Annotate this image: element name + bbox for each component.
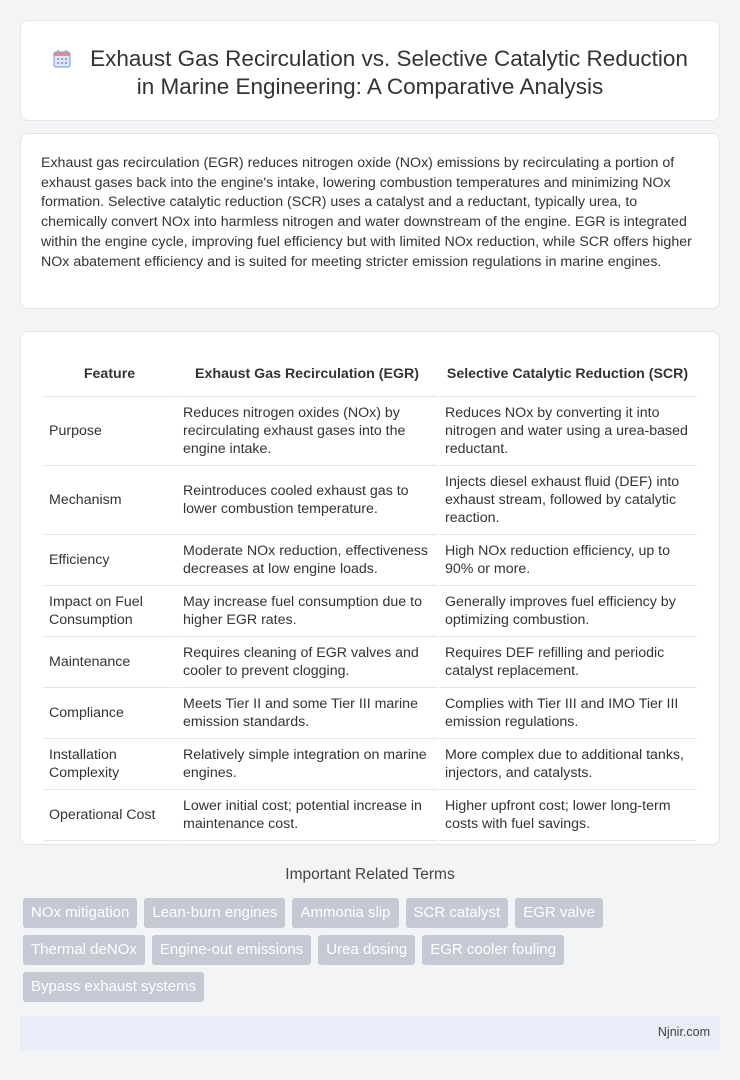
term-tag[interactable]: Engine-out emissions — [152, 935, 311, 965]
term-tag[interactable]: Lean-burn engines — [144, 898, 285, 928]
scr-cell: More complex due to additional tanks, injectors, and catalysts. — [438, 738, 697, 789]
comparison-table — [43, 352, 697, 841]
egr-cell: May increase fuel consumption due to higher EGR rates. — [176, 585, 438, 636]
table-row — [43, 789, 697, 840]
egr-cell: Reduces nitrogen oxides (NOx) by recirculating exhaust gases into the engine intake. — [176, 396, 438, 465]
feature-cell: Purpose — [43, 396, 176, 465]
table-header-row — [43, 352, 697, 396]
feature-cell: Mechanism — [43, 465, 176, 534]
term-tag[interactable]: Urea dosing — [318, 935, 415, 965]
table-row — [43, 687, 697, 738]
term-tag[interactable]: Ammonia slip — [292, 898, 398, 928]
feature-cell: Impact on Fuel Consumption — [43, 585, 176, 636]
page-title — [41, 45, 699, 101]
related-terms-list — [23, 898, 723, 1009]
header-egr: Exhaust Gas Recirculation (EGR) — [176, 352, 438, 396]
egr-cell: Requires cleaning of EGR valves and cooler to prevent clogging. — [176, 636, 438, 687]
intro-card — [20, 133, 720, 309]
related-terms-heading: Important Related Terms — [285, 866, 455, 883]
comparison-card — [20, 331, 720, 845]
term-tag[interactable]: Bypass exhaust systems — [23, 972, 204, 1002]
egr-cell: Reintroduces cooled exhaust gas to lower combustion temperature. — [176, 465, 438, 534]
intro-paragraph: Exhaust gas recirculation (EGR) reduces nitrogen oxide (NOx) emissions by recirculating a portion of exhaust gases back into the engine's intake, lowering combustion temperatures and minimizing NOx formation. Selective catalytic reduction (SCR) uses a catalyst and a reductant, typically urea, to chemically convert NOx into harmless nitrogen and water downstream of the engine. EGR is integrated within the engine cycle, improving fuel efficiency but with limited NOx reduction, while SCR offers higher NOx abatement efficiency and is suited for meeting stricter emission regulations in marine engines. — [41, 155, 692, 270]
table-row — [43, 465, 697, 534]
title-card — [20, 20, 720, 121]
footer-site-link[interactable]: Njnir.com — [657, 1025, 710, 1039]
header-feature: Feature — [43, 352, 176, 396]
term-tag[interactable]: EGR cooler fouling — [422, 935, 564, 965]
scr-cell: Reduces NOx by converting it into nitrogen and water using a urea-based reductant. — [438, 396, 697, 465]
table-row — [43, 636, 697, 687]
term-tag[interactable]: NOx mitigation — [23, 898, 137, 928]
table-row — [43, 396, 697, 465]
feature-cell: Maintenance — [43, 636, 176, 687]
page-title-text: Exhaust Gas Recirculation vs. Selective Catalytic Reduction in Marine Engineering: A Comparative Analysis — [90, 46, 688, 99]
scr-cell: Injects diesel exhaust fluid (DEF) into exhaust stream, followed by catalytic reaction. — [438, 465, 697, 534]
term-tag[interactable]: SCR catalyst — [406, 898, 509, 928]
table-row — [43, 738, 697, 789]
scr-cell: Complies with Tier III and IMO Tier III emission regulations. — [438, 687, 697, 738]
term-tag[interactable]: Thermal deNOx — [23, 935, 145, 965]
egr-cell: Meets Tier II and some Tier III marine emission standards. — [176, 687, 438, 738]
feature-cell: Installation Complexity — [43, 738, 176, 789]
calendar-icon — [52, 49, 72, 69]
term-tag[interactable]: EGR valve — [515, 898, 603, 928]
scr-cell: Higher upfront cost; lower long-term costs with fuel savings. — [438, 789, 697, 840]
egr-cell: Relatively simple integration on marine engines. — [176, 738, 438, 789]
feature-cell: Compliance — [43, 687, 176, 738]
egr-cell: Moderate NOx reduction, effectiveness decreases at low engine loads. — [176, 534, 438, 585]
scr-cell: High NOx reduction efficiency, up to 90% or more. — [438, 534, 697, 585]
egr-cell: Lower initial cost; potential increase in maintenance cost. — [176, 789, 438, 840]
table-row — [43, 585, 697, 636]
feature-cell: Operational Cost — [43, 789, 176, 840]
scr-cell: Generally improves fuel efficiency by optimizing combustion. — [438, 585, 697, 636]
feature-cell: Efficiency — [43, 534, 176, 585]
table-row — [43, 534, 697, 585]
footer — [20, 1016, 720, 1050]
scr-cell: Requires DEF refilling and periodic catalyst replacement. — [438, 636, 697, 687]
header-scr: Selective Catalytic Reduction (SCR) — [438, 352, 697, 396]
